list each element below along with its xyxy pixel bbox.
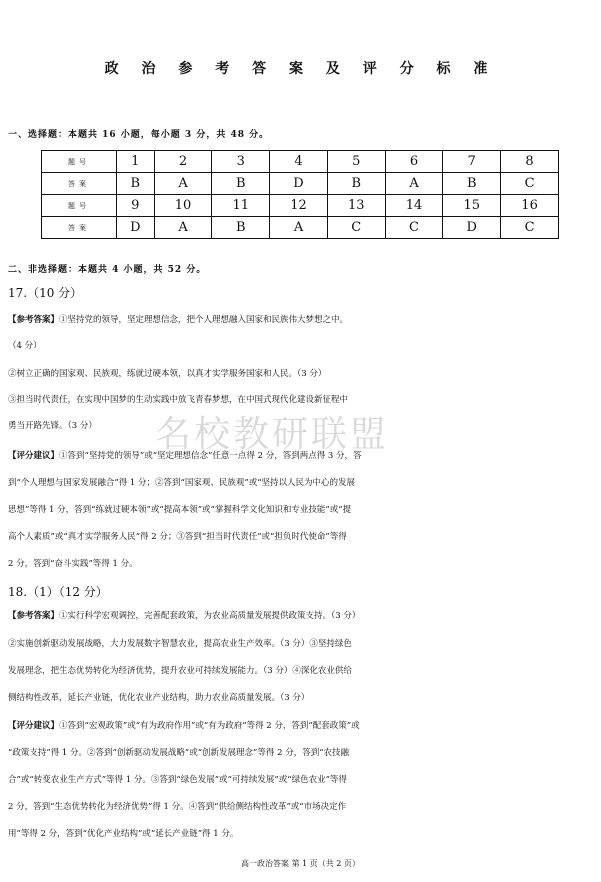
watermark: 名校教研联盟 <box>155 414 390 455</box>
q17-ref-line-1b: （4 分） <box>8 341 42 351</box>
row-label: 题号 <box>42 195 117 217</box>
table-cell: C <box>501 217 559 239</box>
table-cell: 2 <box>154 151 212 173</box>
table-cell: 8 <box>501 151 559 173</box>
q17-ref-line-1: 【参考答案】①坚持党的领导，坚定理想信念，把个人理想融入国家和民族伟大梦想之中。 <box>8 315 349 325</box>
row-label: 答案 <box>42 173 117 195</box>
q18-adv-line-1: 【评分建议】①答到“宏观政策”或“有为政府作用”或“有为政府”等得 2 分，答到“配套政策”或 <box>8 721 360 731</box>
q18-ref-line-3: 发展理念，把生态优势转化为经济优势，提升农业可持续发展能力。（3 分）④深化农业供给 <box>8 666 352 676</box>
table-cell: 16 <box>501 195 559 217</box>
q18-adv-line-4: 2 分，答到“生态优势转化为经济优势”得 1 分。④答到“供给侧结构性改革”或“市场决定作 <box>8 802 347 812</box>
table-cell: A <box>154 217 212 239</box>
q18-adv-line-2: “政策支持”得 1 分。②答到“创新驱动发展战略”或“创新发展理念”等得 2 分，答到“农技融 <box>8 748 350 758</box>
table-cell: 13 <box>327 195 385 217</box>
q17-adv-line-4: 高个人素质”或“真才实学服务人民”得 2 分；③答到“担当时代责任”或“担负时代使命”等得 <box>8 532 347 542</box>
table-cell: A <box>154 173 212 195</box>
page-title: 政 治 参 考 答 案 及 评 分 标 准 <box>104 61 497 77</box>
q18-ref-line-2: ②实施创新驱动发展战略，大力发展数字智慧农业，提高农业生产效率。（3 分）③坚持绿色 <box>8 639 352 649</box>
reference-answer-tag: 【参考答案】 <box>8 315 60 325</box>
table-row <box>42 151 559 173</box>
table-cell: A <box>385 173 443 195</box>
row-label: 答案 <box>42 217 117 239</box>
table-cell: D <box>270 173 328 195</box>
q17-ref-line-3b: 勇当开路先锋。（3 分） <box>8 421 97 431</box>
table-cell: C <box>385 217 443 239</box>
table-cell: 14 <box>385 195 443 217</box>
table-row <box>42 217 559 239</box>
table-cell: 12 <box>270 195 328 217</box>
table-cell: B <box>443 173 501 195</box>
table-cell: C <box>501 173 559 195</box>
scoring-advice-tag: 【评分建议】 <box>8 451 60 461</box>
table-cell: B <box>212 173 270 195</box>
q17-adv-line-1: 【评分建议】①答到“坚持党的领导”或“坚定理想信念”任意一点得 2 分，答到两点得 3 分，答 <box>8 451 362 461</box>
table-cell: A <box>270 217 328 239</box>
table-cell: 7 <box>443 151 501 173</box>
q18-adv-line-5: 用”等得 2 分，答到“优化产业结构”或“延长产业链”得 1 分。 <box>8 829 239 839</box>
reference-answer-tag: 【参考答案】 <box>8 611 60 621</box>
q18-adv-line-3: 合”或“转变农业生产方式”等得 1 分。③答到“绿色发展”或“可持续发展”或“绿色农业”等得 <box>8 775 347 785</box>
q17-adv-line-2: 到“个人理想与国家发展融合”得 1 分；②答到“国家观、民族观”或“坚持以人民为中心的发展 <box>8 478 356 488</box>
q17-adv-line-3: 思想”等得 1 分，答到“练就过硬本领”或“提高本领”或“掌握科学文化知识和专业技能”或“提 <box>8 505 352 515</box>
q17-ref-line-3: ③担当时代责任，在实现中国梦的生动实践中放飞青春梦想，在中国式现代化建设新征程中 <box>8 395 349 405</box>
table-cell: B <box>212 217 270 239</box>
table-cell: 11 <box>212 195 270 217</box>
page-footer: 高一政治答案 第 1 页（共 2 页） <box>241 859 360 868</box>
table-cell: B <box>117 173 155 195</box>
table-cell: 4 <box>270 151 328 173</box>
section-1-heading: 一、选择题：本题共 16 小题，每小题 3 分，共 48 分。 <box>8 130 270 140</box>
q17-header: 17.（10 分） <box>8 286 83 300</box>
table-cell: 3 <box>212 151 270 173</box>
q18-ref-line-1: 【参考答案】①实行科学宏观调控，完善配套政策，为农业高质量发展提供政策支持。（3 分） <box>8 611 361 621</box>
q18-ref-line-4: 侧结构性改革，延长产业链，优化农业产业结构，助力农业高质量发展。（3 分） <box>8 693 310 703</box>
q17-adv-line-5: 2 分，答到“奋斗实践”等得 1 分。 <box>8 559 138 569</box>
table-cell: D <box>443 217 501 239</box>
table-cell: 9 <box>117 195 155 217</box>
table-cell: 1 <box>117 151 155 173</box>
table-cell: 10 <box>154 195 212 217</box>
table-row <box>42 195 559 217</box>
answer-table <box>41 150 559 239</box>
section-2-heading: 二、非选择题：本题共 4 小题，共 52 分。 <box>8 265 207 275</box>
table-row <box>42 173 559 195</box>
row-label: 题号 <box>42 151 117 173</box>
q17-ref-line-2: ②树立正确的国家观、民族观，练就过硬本领，以真才实学服务国家和人民。（3 分） <box>8 369 327 379</box>
scoring-advice-tag: 【评分建议】 <box>8 721 60 731</box>
table-cell: 6 <box>385 151 443 173</box>
table-cell: 15 <box>443 195 501 217</box>
table-cell: D <box>117 217 155 239</box>
table-cell: 5 <box>327 151 385 173</box>
table-cell: B <box>327 173 385 195</box>
table-cell: C <box>327 217 385 239</box>
q18-header: 18.（1）（12 分） <box>8 585 108 599</box>
